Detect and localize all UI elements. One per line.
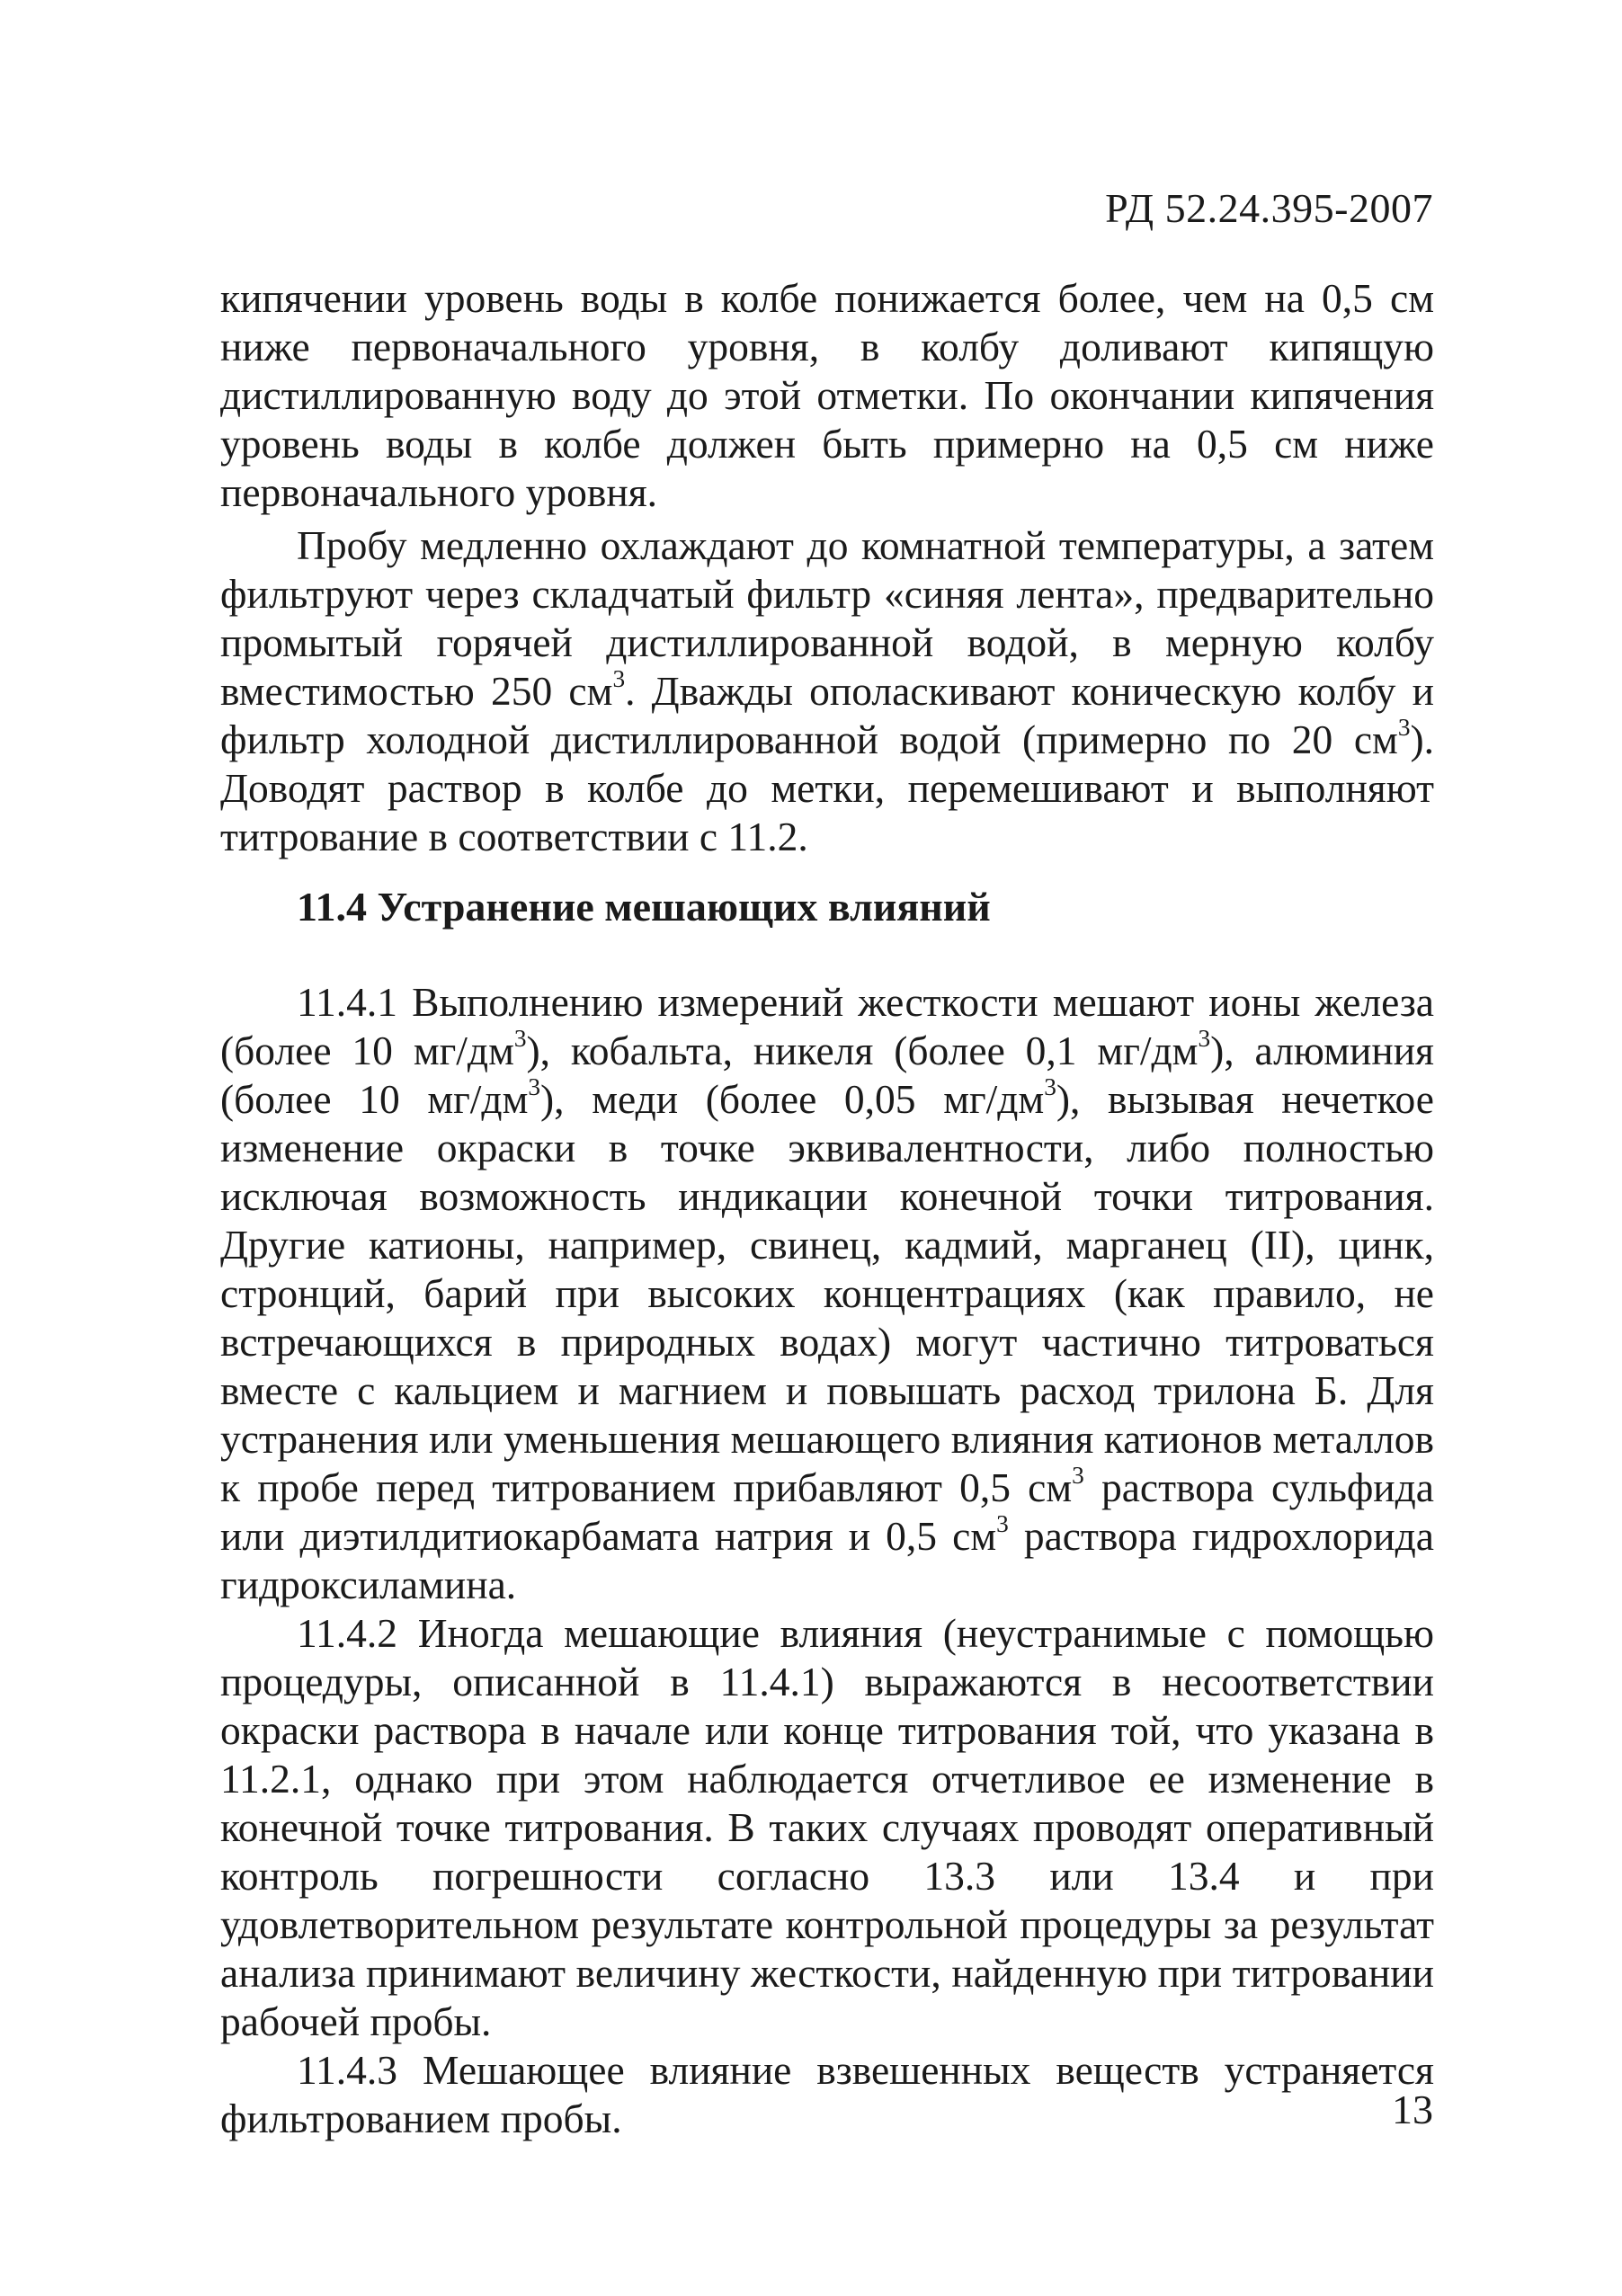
paragraph-11-4-1 [220, 978, 1434, 1609]
superscript: 3 [1198, 1024, 1211, 1052]
paragraph-11-4-2: 11.4.2 Иногда мешающие влияния (неустранимые с помощью процедуры, описанной в 11.4.1) выражаются в несоответствии окраски раствора в начале или конце титрования той, что указана в 11.2.1, однако при этом наблюдается отчетливое ее изменение в конечной точке титрования. В таких случаях проводят оперативный контроль погрешности согласно 13.3 или 13.4 и при удовлетворительном результате контрольной процедуры за результат анализа принимают величину жесткости, найденную при титровании рабочей пробы. [220, 1610, 1434, 2044]
text-block-interferences [220, 978, 1434, 2143]
superscript: 3 [513, 1024, 527, 1052]
paragraph-boiling: кипячении уровень воды в колбе понижается более, чем на 0,5 см ниже первоначального уровня, в колбу доливают кипящую дистиллированную воду до этой отметки. По окончании кипячения уровень воды в колбе должен быть примерно на 0,5 см ниже первоначального уровня. [220, 275, 1434, 515]
text-segment: раствора гидрохлорида гидроксиламина. [220, 1513, 1434, 1607]
section-heading: 11.4 Устранение мешающих влияний [297, 884, 991, 930]
paragraph-11-4-3: 11.4.3 Мешающее влияние взвешенных веществ устраняется фильтрованием пробы. [220, 2047, 1434, 2141]
text-segment: ), вызывая нечеткое изменение окраски в точке эквивалентности, либо полностью исключая возможность индикации конечной точки титрования. Другие катионы, например, свинец, кадмий, марганец (II), цинк, стронций, барий при высоких концентрациях (как правило, не встречающихся в природных водах) могут частично титроваться вместе с кальцием и магнием и повышать расход трилона Б. Для устранения или уменьшения мешающего влияния катионов металлов к пробе перед титрованием прибавляют 0,5 см [220, 1076, 1434, 1510]
superscript: 3 [612, 664, 626, 692]
superscript: 3 [1072, 1461, 1084, 1489]
paragraph-filtration [220, 521, 1434, 861]
text-segment: 11.4.1 Выполнению измерений жесткости мешают ионы железа (более 10 мг/дм [220, 979, 1434, 1073]
text-block-continuation [220, 274, 1434, 517]
superscript: 3 [528, 1072, 541, 1100]
text-segment: ). Доводят раствор в колбе до метки, перемешивают и выполняют титрование в соответствии с 11.2. [220, 716, 1434, 859]
text-segment: раствора сульфида или диэтилдитиокарбамата натрия и 0,5 см [220, 1464, 1434, 1559]
superscript: 3 [996, 1509, 1009, 1537]
superscript: 3 [1397, 713, 1411, 741]
text-segment: . Дважды ополаскивают коническую колбу и фильтр холодной дистиллированной водой (примерно по 20 см [220, 668, 1435, 762]
text-segment: ), кобальта, никеля (более 0,1 мг/дм [526, 1028, 1199, 1073]
text-block-filtration [220, 521, 1434, 861]
text-segment: Пробу медленно охлаждают до комнатной температуры, а затем фильтруют через складчатый фильтр «синяя лента», предварительно промытый горячей дистиллированной водой, в мерную колбу вместимостью 250 см [220, 522, 1434, 714]
text-segment: ), меди (более 0,05 мг/дм [540, 1076, 1045, 1122]
document-code: РД 52.24.395-2007 [1105, 185, 1433, 231]
superscript: 3 [1044, 1072, 1056, 1100]
page-number: 13 [1392, 2087, 1433, 2132]
text-segment: ), алюминия (более 10 мг/дм [220, 1028, 1434, 1122]
